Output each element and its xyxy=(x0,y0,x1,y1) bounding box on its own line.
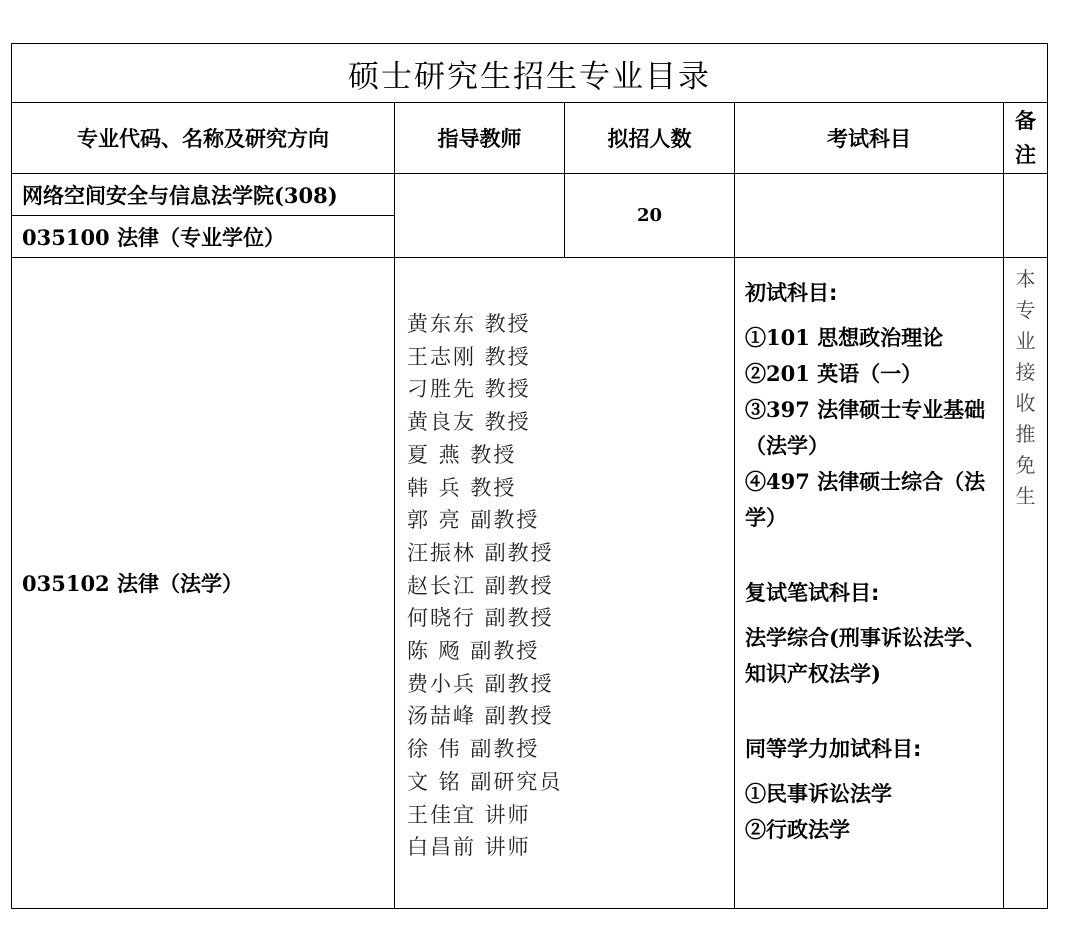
advisor-entry: 夏 燕 教授 xyxy=(407,442,517,467)
header-major: 专业代码、名称及研究方向 xyxy=(12,103,395,174)
advisor-entry: 费小兵 副教授 xyxy=(407,671,554,696)
advisor-entry: 何晓行 副教授 xyxy=(407,606,554,631)
advisor-entry: 白昌前 讲师 xyxy=(407,835,531,860)
advisor-list xyxy=(395,258,735,909)
page-title: 硕士研究生招生专业目录 xyxy=(12,44,1048,103)
exam-subjects xyxy=(735,258,1004,909)
advisor-entry: 王志刚 教授 xyxy=(407,344,531,369)
header-notes-char: 注 xyxy=(1015,142,1036,167)
retest-title: 复试笔试科目: xyxy=(745,581,880,605)
advisor-entry: 汪振林 副教授 xyxy=(407,540,554,565)
notes-empty-cell xyxy=(1004,174,1048,258)
advisor-entry: 文 铭 副研究员 xyxy=(407,769,563,794)
equivalent-subject: ①民事诉讼法学 xyxy=(745,781,892,806)
major-name: 035102 法律（法学） xyxy=(12,258,395,909)
school-name: 网络空间安全与信息法学院(308) xyxy=(12,174,395,216)
preliminary-subject: ④497 法律硕士综合（法学） xyxy=(745,469,986,530)
advisor-entry: 赵长江 副教授 xyxy=(407,573,554,598)
header-notes xyxy=(1004,103,1048,174)
advisor-entry: 徐 伟 副教授 xyxy=(407,737,540,762)
advisor-entry: 郭 亮 副教授 xyxy=(407,508,540,533)
header-notes-char: 备 xyxy=(1015,108,1036,133)
note-cell xyxy=(1004,258,1048,909)
advisor-entry: 汤喆峰 副教授 xyxy=(407,704,554,729)
preliminary-subject: ①101 思想政治理论 xyxy=(745,325,944,350)
note-char: 业 xyxy=(1015,329,1036,353)
preliminary-title: 初试科目: xyxy=(745,281,838,305)
preliminary-subject: ③397 法律硕士专业基础（法学） xyxy=(745,397,986,458)
note-char: 免 xyxy=(1015,453,1036,477)
advisor-entry: 陈 飏 副教授 xyxy=(407,639,540,664)
advisor-entry: 王佳宜 讲师 xyxy=(407,802,531,827)
header-quota: 拟招人数 xyxy=(565,103,735,174)
preliminary-subject: ②201 英语（一） xyxy=(745,361,923,386)
advisors-empty-cell xyxy=(395,174,565,258)
exams-empty-cell xyxy=(735,174,1004,258)
header-exams: 考试科目 xyxy=(735,103,1004,174)
catalog-table xyxy=(11,43,1048,909)
header-advisors: 指导教师 xyxy=(395,103,565,174)
equivalent-subject: ②行政法学 xyxy=(745,817,850,842)
note-char: 收 xyxy=(1015,391,1036,415)
advisor-entry: 黄良友 教授 xyxy=(407,410,531,435)
note-char: 专 xyxy=(1015,298,1036,322)
advisor-entry: 黄东东 教授 xyxy=(407,312,531,336)
note-char: 接 xyxy=(1015,360,1036,384)
retest-subject: 法学综合(刑事诉讼法学、知识产权法学) xyxy=(745,625,986,686)
degree-name: 035100 法律（专业学位） xyxy=(12,216,395,258)
note-char: 生 xyxy=(1015,484,1036,508)
equivalent-title: 同等学力加试科目: xyxy=(745,737,922,761)
advisor-entry: 刁胜先 教授 xyxy=(407,377,531,402)
advisor-entry: 韩 兵 教授 xyxy=(407,475,517,500)
note-char: 推 xyxy=(1015,422,1036,446)
note-char: 本 xyxy=(1015,267,1036,291)
quota-value: 20 xyxy=(565,174,735,258)
